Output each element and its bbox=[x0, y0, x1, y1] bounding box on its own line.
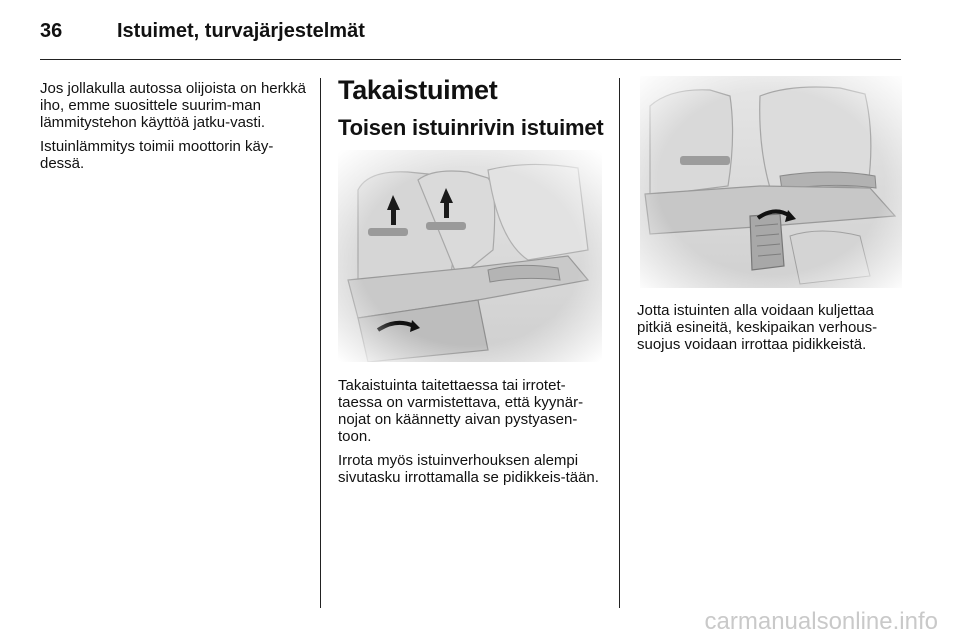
paragraph: Jos jollakulla autossa olijoista on herkkä iho, emme suosittele suurim-man lämmitystehon käyttöä jatku-vasti. bbox=[40, 80, 306, 131]
paragraph: Jotta istuinten alla voidaan kuljettaa pitkiä esineitä, keskipaikan verhous-suojus voidaan irrottaa pidikkeistä. bbox=[637, 302, 878, 353]
page-header-title: Istuimet, turvajärjestelmät bbox=[117, 20, 365, 42]
page-number: 36 bbox=[40, 20, 63, 42]
paragraph: Irrota myös istuinverhouksen alempi sivutasku irrottamalla se pidikkeis-tään. bbox=[338, 452, 599, 486]
column-divider-right bbox=[619, 78, 620, 608]
column-divider-left bbox=[320, 78, 321, 608]
column-1 bbox=[40, 80, 310, 179]
column-2-body bbox=[338, 377, 608, 493]
seat-figure-cover bbox=[640, 76, 902, 288]
paragraph: Takaistuinta taitettaessa tai irrotet-taessa on varmistettava, että kyynär-nojat on käännetty aivan pystyasen-toon. bbox=[338, 377, 584, 445]
column-3 bbox=[637, 302, 907, 360]
paragraph: Istuinlämmitys toimii moottorin käy-dessä. bbox=[40, 138, 274, 172]
section-title: Takaistuimet bbox=[338, 75, 498, 105]
column-2 bbox=[338, 75, 608, 141]
header-rule bbox=[40, 59, 901, 60]
watermark: carmanualsonline.info bbox=[704, 608, 938, 635]
subsection-title: Toisen istuinrivin istuimet bbox=[338, 115, 604, 140]
seat-figure-armrests bbox=[338, 150, 602, 362]
